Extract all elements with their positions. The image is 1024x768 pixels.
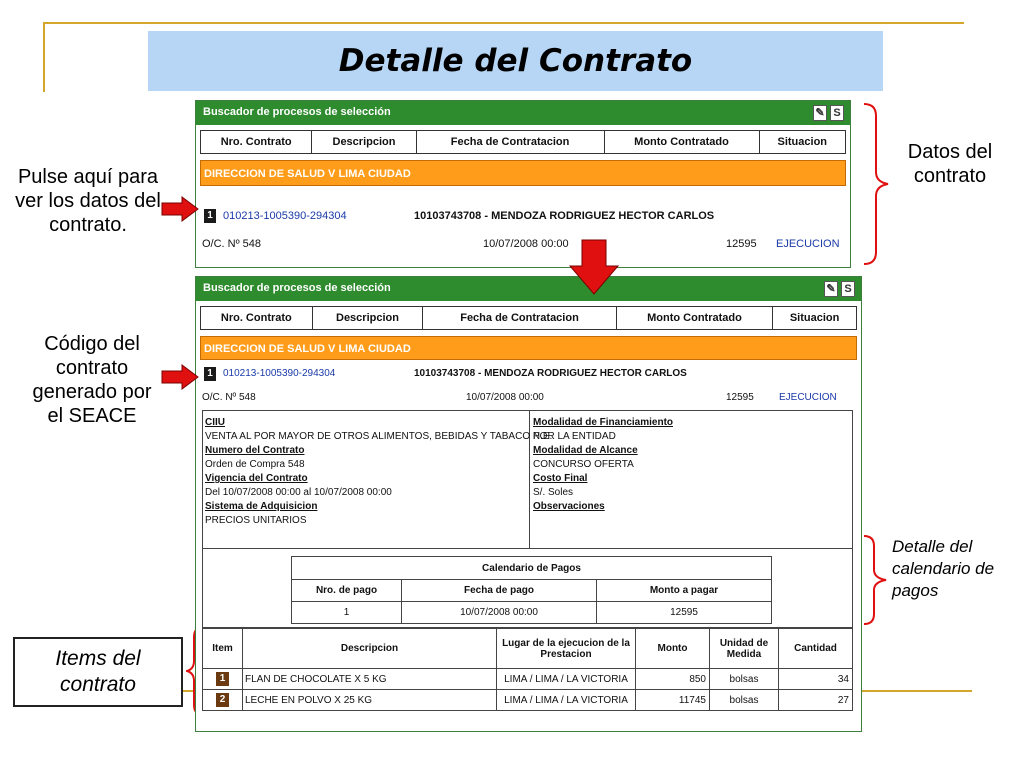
contract-code-link[interactable]: 010213-1005390-294304 (223, 210, 347, 222)
item-desc: FLAN DE CHOCOLATE X 5 KG (243, 669, 497, 690)
callout-items-box (13, 637, 183, 707)
calendar-table (291, 556, 772, 624)
refresh-icon[interactable]: S (841, 281, 855, 297)
items-table (202, 628, 853, 711)
costo-value: S/. Soles (533, 487, 574, 498)
panel-header (196, 101, 850, 125)
item-cantidad: 27 (779, 690, 853, 711)
cal-nro: 1 (292, 602, 402, 624)
edit-icon[interactable]: ✎ (824, 281, 838, 297)
alcance-value: CONCURSO OFERTA (533, 459, 634, 470)
contract-detail-box (202, 410, 853, 628)
ciiu-heading: CIIU (205, 417, 225, 428)
col-nro-contrato[interactable]: Nro. Contrato (201, 307, 313, 329)
cal-header-monto: Monto a pagar (597, 580, 772, 602)
contract-panel-summary (195, 100, 851, 268)
detail-divider-h (203, 548, 852, 549)
observaciones-heading: Observaciones (533, 501, 605, 512)
panel-icons (813, 105, 844, 121)
slide-title (148, 31, 883, 91)
oc-number-2: O/C. Nº 548 (202, 392, 256, 403)
refresh-icon[interactable]: S (830, 105, 844, 121)
deco-line-left (43, 22, 45, 92)
contract-date: 10/07/2008 00:00 (483, 238, 569, 250)
provider-name: 10103743708 - MENDOZA RODRIGUEZ HECTOR CARLOS (414, 210, 715, 222)
item-cantidad: 34 (779, 669, 853, 690)
column-headers (200, 130, 846, 154)
item-lugar: LIMA / LIMA / LA VICTORIA (497, 690, 636, 711)
col-monto[interactable]: Monto Contratado (617, 307, 774, 329)
col-situacion[interactable]: Situacion (789, 312, 840, 324)
provider-name-2: 10103743708 - MENDOZA RODRIGUEZ HECTOR CARLOS (414, 368, 687, 379)
panel-header-label-2: Buscador de procesos de selección (203, 282, 391, 294)
panel-icons-2 (824, 281, 855, 297)
cal-fecha: 10/07/2008 00:00 (402, 602, 597, 624)
contract-panel-detail (195, 276, 862, 732)
item-number-badge: 1 (216, 672, 229, 686)
col-descripcion[interactable]: Descripcion (312, 131, 416, 153)
items-header-monto: Monto (636, 629, 710, 669)
items-header-unidad: Unidad de Medida (710, 629, 779, 669)
callout-detalle-calendario: Detalle del calendario de pagos (892, 537, 995, 600)
panel-header-label: Buscador de procesos de selección (203, 106, 391, 118)
col-nro-contrato[interactable]: Nro. Contrato (201, 131, 312, 153)
row-number-badge: 1 (204, 209, 216, 223)
vigencia-value: Del 10/07/2008 00:00 al 10/07/2008 00:00 (205, 487, 392, 498)
contract-amount: 12595 (726, 238, 757, 250)
costo-heading: Costo Final (533, 473, 588, 484)
col-monto[interactable]: Monto Contratado (605, 131, 760, 153)
cal-header-nro: Nro. de pago (292, 580, 402, 602)
arrow-right-icon (160, 196, 200, 222)
numero-heading: Numero del Contrato (205, 445, 305, 456)
edit-icon[interactable]: ✎ (813, 105, 827, 121)
contract-status: EJECUCION (776, 238, 840, 250)
items-header-lugar: Lugar de la ejecucion de la Prestacion (497, 629, 636, 669)
item-monto: 11745 (636, 690, 710, 711)
table-row (203, 690, 853, 711)
vigencia-heading: Vigencia del Contrato (205, 473, 308, 484)
table-row (203, 669, 853, 690)
item-monto: 850 (636, 669, 710, 690)
contract-status-2: EJECUCION (779, 392, 837, 403)
deco-line-top (43, 22, 964, 24)
item-lugar: LIMA / LIMA / LA VICTORIA (497, 669, 636, 690)
oc-number: O/C. Nº 548 (202, 238, 262, 250)
callout-codigo: Código del contrato generado por el SEACE (32, 333, 152, 427)
arrow-down-icon (568, 238, 620, 296)
numero-value: Orden de Compra 548 (205, 459, 305, 470)
ciiu-value: VENTA AL POR MAYOR DE OTROS ALIMENTOS, BEBIDAS Y TABACO N.E. (205, 431, 553, 442)
entity-bar: DIRECCION DE SALUD V LIMA CIUDAD (200, 160, 846, 186)
financiamiento-value: POR LA ENTIDAD (533, 431, 616, 442)
callout-datos: Datos del contrato (907, 141, 993, 187)
col-fecha[interactable]: Fecha de Contratacion (417, 131, 605, 153)
row-number-badge-2: 1 (204, 367, 216, 381)
item-number-badge: 2 (216, 693, 229, 707)
items-header-item: Item (203, 629, 243, 669)
slide-title-text: Detalle del Contrato (338, 43, 693, 79)
financiamiento-heading: Modalidad de Financiamiento (533, 417, 674, 428)
col-descripcion[interactable]: Descripcion (313, 307, 424, 329)
alcance-heading: Modalidad de Alcance (533, 445, 638, 456)
column-headers-2 (200, 306, 857, 330)
sistema-heading: Sistema de Adquisicion (205, 501, 318, 512)
table-row (292, 602, 772, 624)
item-unidad: bolsas (710, 690, 779, 711)
entity-bar-2: DIRECCION DE SALUD V LIMA CIUDAD (200, 336, 857, 360)
callout-items: Items del contrato (55, 647, 141, 696)
items-header-cantidad: Cantidad (779, 629, 853, 669)
col-situacion[interactable]: Situacion (777, 136, 828, 148)
contract-code-link-2[interactable]: 010213-1005390-294304 (223, 368, 336, 379)
arrow-right-icon (160, 364, 200, 390)
sistema-value: PRECIOS UNITARIOS (205, 515, 307, 526)
callout-pulse: Pulse aquí para ver los datos del contrato. (15, 166, 161, 236)
brace-calendario-icon (862, 534, 892, 626)
item-unidad: bolsas (710, 669, 779, 690)
cal-header-fecha: Fecha de pago (402, 580, 597, 602)
items-header-desc: Descripcion (243, 629, 497, 669)
panel-header-2 (196, 277, 861, 301)
contract-date-2: 10/07/2008 00:00 (466, 392, 544, 403)
col-fecha[interactable]: Fecha de Contratacion (423, 307, 616, 329)
calendar-title: Calendario de Pagos (292, 557, 772, 580)
contract-amount-2: 12595 (726, 392, 754, 403)
deco-line-bottom (860, 690, 972, 692)
item-desc: LECHE EN POLVO X 25 KG (243, 690, 497, 711)
brace-datos-icon (862, 102, 892, 267)
cal-monto: 12595 (597, 602, 772, 624)
